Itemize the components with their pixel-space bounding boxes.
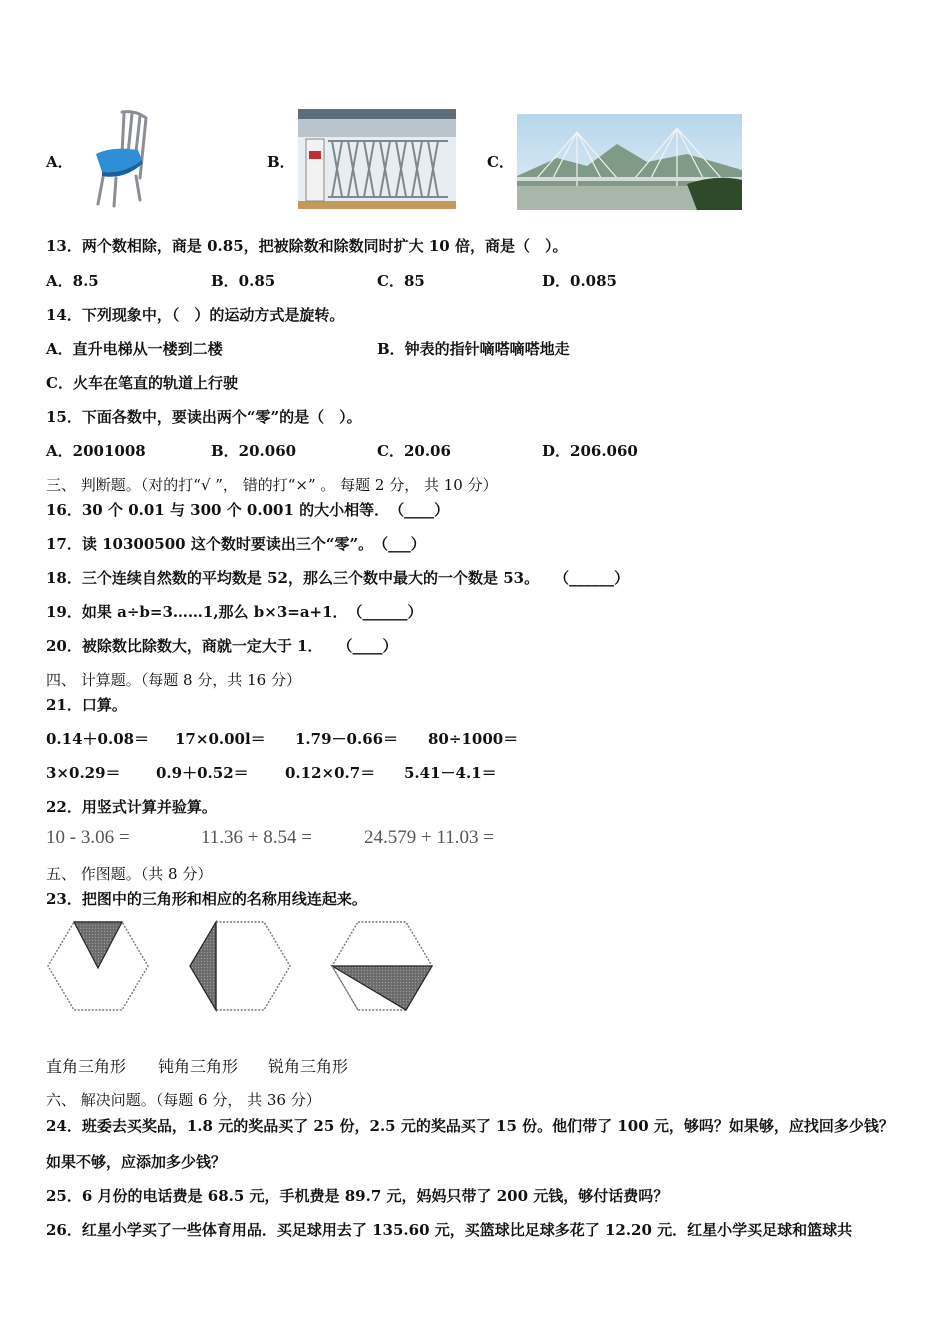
q15-stem: 15．下面各数中，要读出两个“零”的是（ ）。	[46, 408, 362, 426]
q18-text: 18．三个连续自然数的平均数是 52，那么三个数中最大的一个数是 53。 （______）	[46, 569, 630, 587]
section-5-heading: 五、 作图题。（共 8 分）	[46, 865, 213, 883]
q13-option-b: B．0.85	[211, 272, 276, 290]
q14-stem: 14．下列现象中，（ ）的运动方式是旋转。	[46, 306, 345, 324]
hexagon-figure-3	[332, 922, 432, 1010]
q21-item: 3×0.29＝	[46, 764, 121, 782]
q24-line-1: 24．班委去买奖品，1.8 元的奖品买了 25 份，2.5 元的奖品买了 15 份。他们带了 100 元，够吗？如果够，应找回多少钱？	[46, 1117, 894, 1135]
option-a-label: A．	[46, 153, 73, 171]
option-c-label: C．	[487, 153, 514, 171]
q20-text: 20．被除数比除数大，商就一定大于 1． （____）	[46, 637, 398, 655]
q21-item: 17×0.00l＝	[175, 730, 266, 748]
q17-text: 17．读 10300500 这个数时要读出三个“零”。 （___）	[46, 535, 426, 553]
q19-text: 19．如果 a÷b=3……1,那么 b×3=a+1． （______）	[46, 603, 423, 621]
q21-item: 1.79－0.66＝	[295, 730, 399, 748]
q21-item: 80÷1000＝	[428, 730, 519, 748]
q14-option-a: A．直升电梯从一楼到二楼	[46, 340, 223, 358]
hexagon-figure-2	[190, 922, 290, 1010]
chair-icon	[92, 108, 154, 208]
hexagon-figure-1	[48, 922, 148, 1010]
triangle-name-acute: 锐角三角形	[268, 1057, 349, 1076]
q13-option-d: D．0.085	[542, 272, 617, 290]
triangle-name-right: 直角三角形	[46, 1057, 127, 1076]
option-b-label: B．	[267, 153, 295, 171]
q16-text: 16．30 个 0.01 与 300 个 0.001 的大小相等． （____）	[46, 501, 450, 519]
triangle-name-obtuse: 钝角三角形	[158, 1057, 239, 1076]
q13-option-a: A．8.5	[46, 272, 99, 290]
q13-option-c: C．85	[377, 272, 425, 290]
q25-text: 25．6 月份的电话费是 68.5 元，手机费是 89.7 元，妈妈只带了 200 元钱，够付话费吗？	[46, 1187, 669, 1205]
q21-item: 5.41－4.1＝	[404, 764, 497, 782]
q13-stem: 13．两个数相除，商是 0.85，把被除数和除数同时扩大 10 倍，商是（ ）。	[46, 237, 568, 255]
q23-stem: 23．把图中的三角形和相应的名称用线连起来。	[46, 890, 367, 908]
section-6-heading: 六、 解决问题。（每题 6 分， 共 36 分）	[46, 1091, 321, 1109]
q22-item: 11.36 + 8.54 =	[201, 827, 312, 848]
q15-option-b: B．20.060	[211, 442, 297, 460]
q15-option-a: A．2001008	[46, 442, 146, 460]
q21-item: 0.9＋0.52＝	[156, 764, 249, 782]
q21-item: 0.14＋0.08＝	[46, 730, 150, 748]
q26-text: 26．红星小学买了一些体育用品．买足球用去了 135.60 元，买篮球比足球多花了 12.20 元．红星小学买足球和篮球共	[46, 1221, 853, 1239]
hexagon-triangle-figures	[46, 918, 436, 1014]
section-4-heading: 四、 计算题。（每题 8 分，共 16 分）	[46, 671, 301, 689]
q22-stem: 22．用竖式计算并验算。	[46, 798, 217, 816]
q15-option-d: D．206.060	[542, 442, 638, 460]
q14-option-c: C．火车在笔直的轨道上行驶	[46, 374, 238, 392]
q22-item: 24.579 + 11.03 =	[364, 827, 494, 848]
q24-line-2: 如果不够，应添加多少钱？	[46, 1153, 227, 1171]
q21-item: 0.12×0.7＝	[285, 764, 376, 782]
q15-option-c: C．20.06	[377, 442, 451, 460]
q21-stem: 21．口算。	[46, 696, 127, 714]
section-3-heading: 三、 判断题。（对的打“√ ”， 错的打“×” 。 每题 2 分， 共 10 分）	[46, 476, 498, 494]
retractable-gate-icon	[298, 109, 456, 209]
cable-bridge-icon	[517, 114, 742, 210]
q22-item: 10 - 3.06 =	[46, 827, 130, 848]
q14-option-b: B．钟表的指针嘀嗒嘀嗒地走	[377, 340, 570, 358]
